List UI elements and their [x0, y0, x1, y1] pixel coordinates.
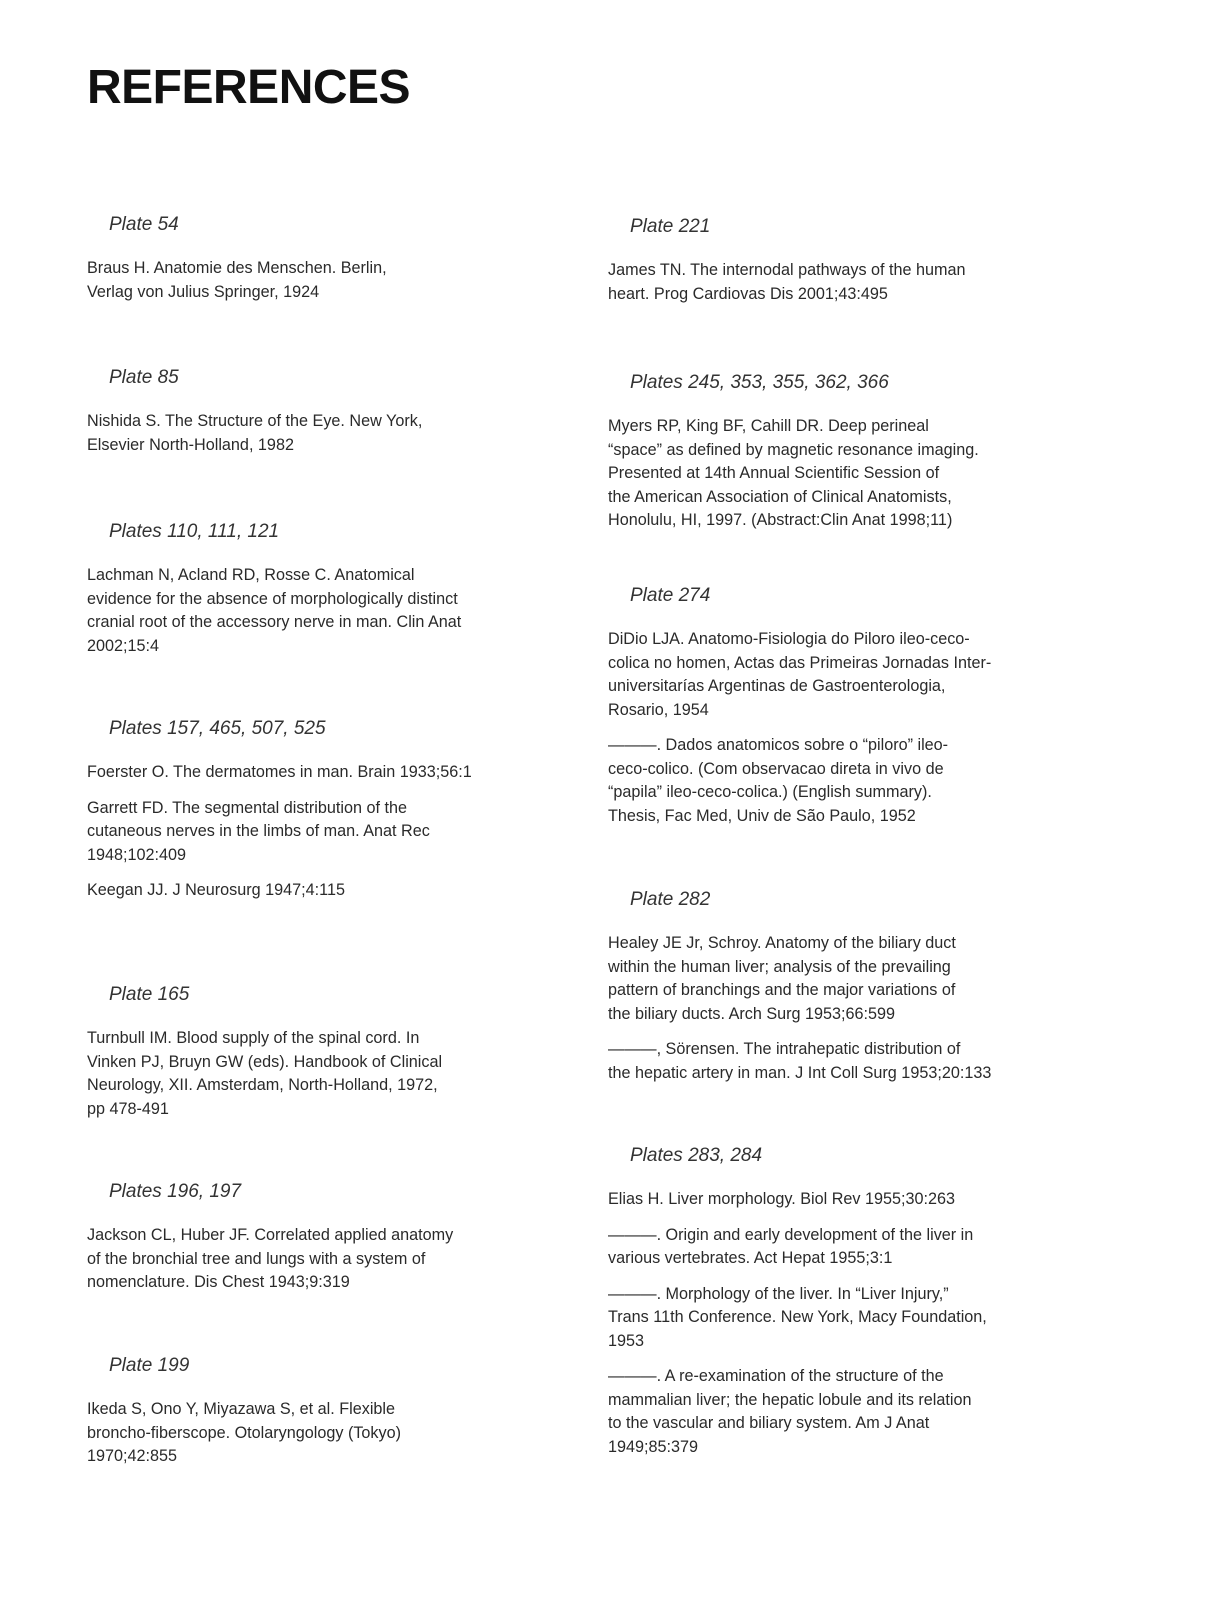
- reference-section: [87, 1354, 567, 1469]
- plate-heading: Plate 282: [630, 889, 711, 910]
- reference-entry: ———. Dados anatomicos sobre o “piloro” ileo- ceco-colico. (Com observacao direta in vivo de “papila” ileo-ceco-colica.) (English summary). Thesis, Fac Med, Univ de São Paulo, 1952: [608, 736, 949, 825]
- reference-section: [87, 213, 567, 304]
- plate-heading: Plates 283, 284: [630, 1145, 763, 1166]
- reference-section: [608, 371, 1093, 533]
- reference-section: [87, 717, 567, 903]
- reference-entry: ———. Morphology of the liver. In “Liver Injury,” Trans 11th Conference. New York, Macy Foundation, 1953: [608, 1284, 987, 1350]
- reference-entry: Turnbull IM. Blood supply of the spinal cord. In Vinken PJ, Bruyn GW (eds). Handbook of Clinical Neurology, XII. Amsterdam, North-Holland, 1972, pp 478-491: [87, 1029, 443, 1118]
- reference-entry: Garrett FD. The segmental distribution of the cutaneous nerves in the limbs of man. Anat Rec 1948;102:409: [87, 798, 430, 864]
- reference-section: [608, 584, 1093, 828]
- plate-heading: Plate 274: [630, 585, 711, 606]
- plate-heading: Plate 165: [109, 984, 190, 1005]
- reference-entry: Keegan JJ. J Neurosurg 1947;4:115: [87, 881, 345, 899]
- reference-entry: Foerster O. The dermatomes in man. Brain 1933;56:1: [87, 763, 472, 781]
- reference-entry: Nishida S. The Structure of the Eye. New York, Elsevier North-Holland, 1982: [87, 412, 423, 454]
- plate-heading: Plate 85: [109, 367, 179, 388]
- plate-heading: Plate 54: [109, 214, 179, 235]
- reference-entry: ———. Origin and early development of the liver in various vertebrates. Act Hepat 1955;3:1: [608, 1225, 974, 1267]
- page-title: REFERENCES: [87, 61, 411, 114]
- plate-heading: Plates 110, 111, 121: [109, 521, 280, 542]
- reference-entry: Jackson CL, Huber JF. Correlated applied anatomy of the bronchial tree and lungs with a system of nomenclature. Dis Chest 1943;9:319: [87, 1226, 454, 1291]
- reference-entry: ———, Sörensen. The intrahepatic distribution of the hepatic artery in man. J Int Coll Surg 1953;20:133: [608, 1040, 992, 1082]
- reference-entry: DiDio LJA. Anatomo-Fisiologia do Piloro ileo-ceco- colica no homen, Actas das Primeiras Jornadas Inter- universitarías Argentinas de Gastroenterologia, Rosario, 1954: [608, 630, 992, 719]
- reference-entry: Healey JE Jr, Schroy. Anatomy of the biliary duct within the human liver; analysis of the prevailing pattern of branchings and the major variations of the biliary ducts. Arch Surg 1953;66:599: [608, 934, 956, 1023]
- plate-heading: Plate 199: [109, 1355, 190, 1376]
- reference-entry: Elias H. Liver morphology. Biol Rev 1955;30:263: [608, 1190, 956, 1208]
- reference-section: [608, 888, 1093, 1085]
- reference-section: [87, 1180, 567, 1295]
- plate-heading: Plates 245, 353, 355, 362, 366: [630, 372, 889, 393]
- reference-entry: James TN. The internodal pathways of the human heart. Prog Cardiovas Dis 2001;43:495: [608, 261, 966, 303]
- reference-section: [608, 215, 1093, 306]
- reference-section: [608, 1144, 1093, 1459]
- reference-section: [87, 983, 567, 1121]
- reference-section: [87, 520, 567, 658]
- reference-entry: ———. A re-examination of the structure of the mammalian liver; the hepatic lobule and its relation to the vascular and biliary system. Am J Anat 1949;85:379: [608, 1367, 972, 1456]
- reference-entry: Braus H. Anatomie des Menschen. Berlin, Verlag von Julius Springer, 1924: [87, 259, 387, 301]
- reference-entry: Ikeda S, Ono Y, Miyazawa S, et al. Flexible broncho-fiberscope. Otolaryngology (Tokyo) 1970;42:855: [87, 1400, 402, 1465]
- reference-entry: Lachman N, Acland RD, Rosse C. Anatomical evidence for the absence of morphologically distinct cranial root of the accessory nerve in man. Clin Anat 2002;15:4: [87, 566, 462, 655]
- plate-heading: Plates 157, 465, 507, 525: [109, 718, 326, 739]
- plate-heading: Plate 221: [630, 216, 711, 237]
- reference-section: [87, 366, 567, 457]
- plate-heading: Plates 196, 197: [109, 1181, 242, 1202]
- reference-entry: Myers RP, King BF, Cahill DR. Deep perineal “space” as defined by magnetic resonance imaging. Presented at 14th Annual Scientific Session of the American Association of Clinical Anatomists, Honolulu, HI, 1997. (Abstract:Clin Anat 1998;11): [608, 417, 979, 529]
